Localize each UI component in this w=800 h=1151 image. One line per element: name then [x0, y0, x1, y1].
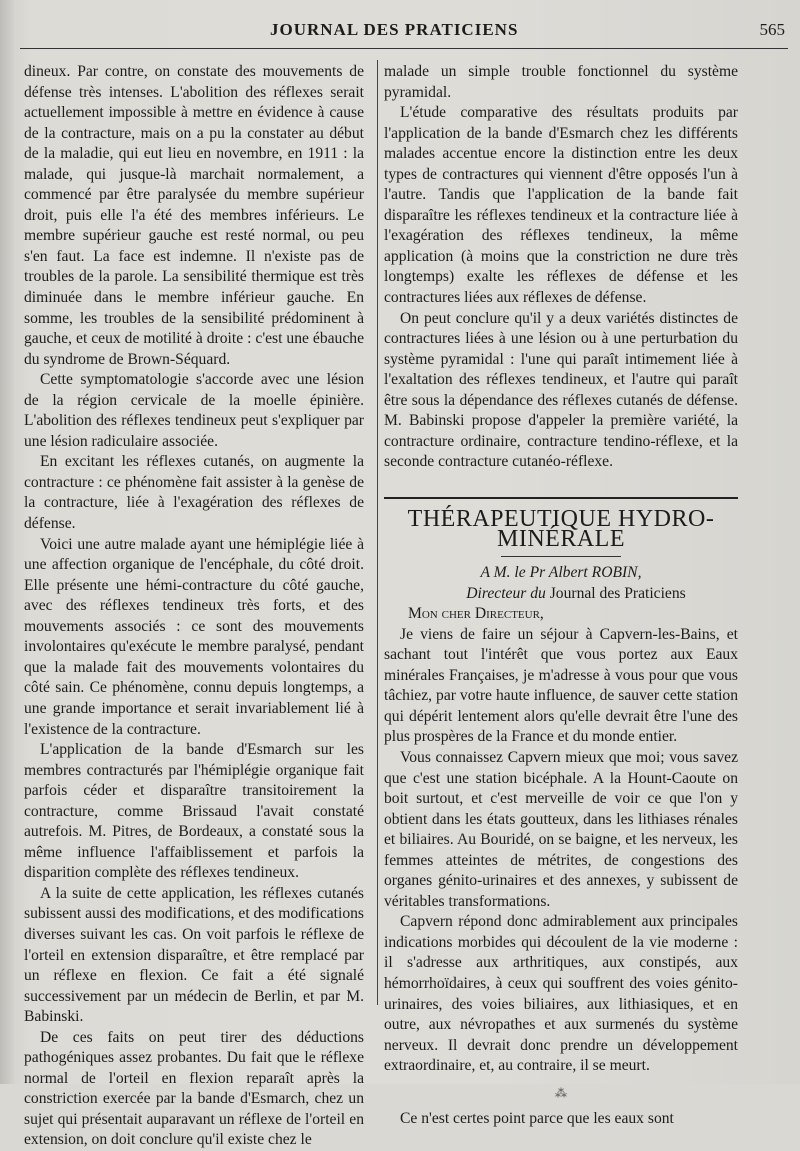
- right-paragraph-last: Ce n'est certes point parce que les eaux sont: [400, 1110, 674, 1128]
- running-header: [270, 20, 785, 44]
- separator-stars: ⁂: [555, 1085, 567, 1100]
- section-rule: [501, 556, 621, 557]
- right-paragraph: Je viens de faire un séjour à Capvern-les-Bains, et sachant tout l'intérêt que vous portez aux Eaux minérales Françaises, je m'adresse à vous pour que vous tâchiez, par votre haute influence, de sauver cette station qui dépérit lentement alors qu'elle devrait être l'une des plus prospères de la France et du monde entier.: [384, 625, 738, 746]
- left-paragraph: De ces faits on peut tirer des déductions pathogéniques assez probantes. Du fait que le réflexe normal de l'orteil en flexion reparaît après la constriction exercée par la bande d'Esmarch, chez un sujet qui présentait auparavant un réflexe de l'orteil en extension, on doit conclure qu'il existe chez le: [24, 1028, 364, 1149]
- left-paragraph: Cette symptomatologie s'accorde avec une lésion de la région cervicale de la moelle épinière. L'abolition des réflexes tendineux peut s'expliquer par une lésion radiculaire associée.: [24, 371, 364, 450]
- header-rule: [20, 48, 788, 49]
- section-title: THÉRAPEUTIQUE HYDRO-MINÉRALE: [384, 497, 738, 550]
- left-paragraph: A la suite de cette application, les réflexes cutanés subissent aussi des modifications, et des modifications diverses suivant les cas. On voit parfois le réflexe de l'orteil en extension disparaître, et être remplacé par un réflexe en flexion. Ce fait a été signalé successivement par un médecin de Berlin, et par M. Babinski.: [24, 884, 364, 1026]
- director-prefix: Directeur du: [466, 584, 546, 602]
- right-paragraph: Capvern répond donc admirablement aux principales indications morbides qui découlent de la vie moderne : il s'adresse aux arthritiques, aux constipés, aux hémorrhoïdaires, à ceux qui souffrent des voies génito-urinaires, des voies biliaires, aux lithiasiques, et en outre, aux névropathes et aux surmenés du système nerveux. Il devrait donc prendre un développement extraordinaire, et, au contraire, il se meurt.: [384, 913, 738, 1075]
- left-column: [24, 62, 364, 1151]
- left-paragraph: En excitant les réflexes cutanés, on augmente la contracture : ce phénomène fait assister à la genèse de la contracture, liée à l'exagération des réflexes de défense.: [24, 453, 364, 533]
- right-paragraph: malade un simple trouble fonctionnel du système pyramidal.: [384, 63, 738, 101]
- page-number: 565: [759, 20, 785, 39]
- left-paragraph: Voici une autre malade ayant une hémiplégie liée à une affection organique de l'encéphale, du côté droit. Elle présente une hémi-contracture du côté gauche, avec des réflexes tendineux très forts, et des mouvements associés : ce sont des mouvements involontaires qu'exécute le membre paralysé, pendant que la malade fait des mouvements volontaires du côté sain. Ce phénomène, connu depuis longtemps, a une grande importance et serait invariablement lié à l'existence de la contracture.: [24, 535, 364, 738]
- binding-shadow: [0, 0, 14, 1084]
- right-paragraph: Vous connaissez Capvern mieux que moi; vous savez que c'est une station bicéphale. A la Hount-Caoute on boit surtout, et c'est merveille de voir ce que l'on y obtient dans les états goutteux, dans les lithiases rénales et biliaires. Au Bouridé, on se baigne, et les nerveux, les femmes atteintes de métrites, de congestions des organes génito-urinaires et des annexes, y subissent de véritables transformations.: [384, 748, 738, 910]
- director-journal: Journal des Praticiens: [549, 584, 686, 602]
- journal-title: JOURNAL DES PRATICIENS: [270, 20, 519, 39]
- right-column: [384, 62, 738, 1130]
- director-line: [414, 584, 738, 605]
- right-paragraph: L'étude comparative des résultats produits par l'application de la bande d'Esmarch chez les différents malades accentue encore la distinction entre les deux types de contractures qui viennent d'être opposés l'un à l'autre. Tandis que l'application de la bande fait disparaître les réflexes tendineux et la contracture liée à l'exagération des réflexes tendineux, la même application (à moins que la constriction ne dure très longtemps) exalte les réflexes de défense et les contractures liées aux réflexes de défense.: [384, 104, 738, 307]
- column-divider: [377, 60, 378, 1005]
- left-paragraph: L'application de la bande d'Esmarch sur les membres contracturés par l'hémiplégie organique fait parfois céder et disparaître transitoirement la contracture, comme Brissaud l'avait constaté autrefois. M. Pitres, de Bordeaux, a constaté sous la même influence l'affaiblissement et parfois la disparition complète des réflexes tendineux.: [24, 741, 364, 882]
- addressee-line: A M. le Pr Albert ROBIN,: [480, 564, 642, 582]
- left-paragraph: dineux. Par contre, on constate des mouvements de défense très intenses. L'abolition des réflexes serait actuellement impossible à mettre en évidence à cause de la contracture, mais on a pu la constater au début de la maladie, qui eut lieu en novembre, en 1911 : la malade, qui jusque-là marchait normalement, a commencé par être paralysée du membre supérieur droit, puis elle l'a été des membres inférieurs. Le membre supérieur gauche est resté normal, ou peu s'en faut. La face est indemne. Il n'existe pas de troubles de la parole. La sensibilité thermique est très diminuée dans le membre inférieur gauche. En somme, les troubles de la sensibilité prédominent à gauche, et ceux de motilité à droite : c'est une ébauche du syndrome de Brown-Séquard.: [24, 63, 364, 368]
- greeting: Mon cher Directeur,: [408, 605, 544, 623]
- right-paragraph: On peut conclure qu'il y a deux variétés distinctes de contractures liées à une lésion ou à une perturbation du système pyramidal : l'une qui paraît intimement liée à l'exaltation des réflexes tendineux, et l'autre qui paraît être sous la dépendance des réflexes cutanés de défense. M. Babinski propose d'appeler la première variété, la contracture ordinaire, contracture tendino-réflexe, et la seconde contracture cutanéo-réflexe.: [384, 309, 738, 471]
